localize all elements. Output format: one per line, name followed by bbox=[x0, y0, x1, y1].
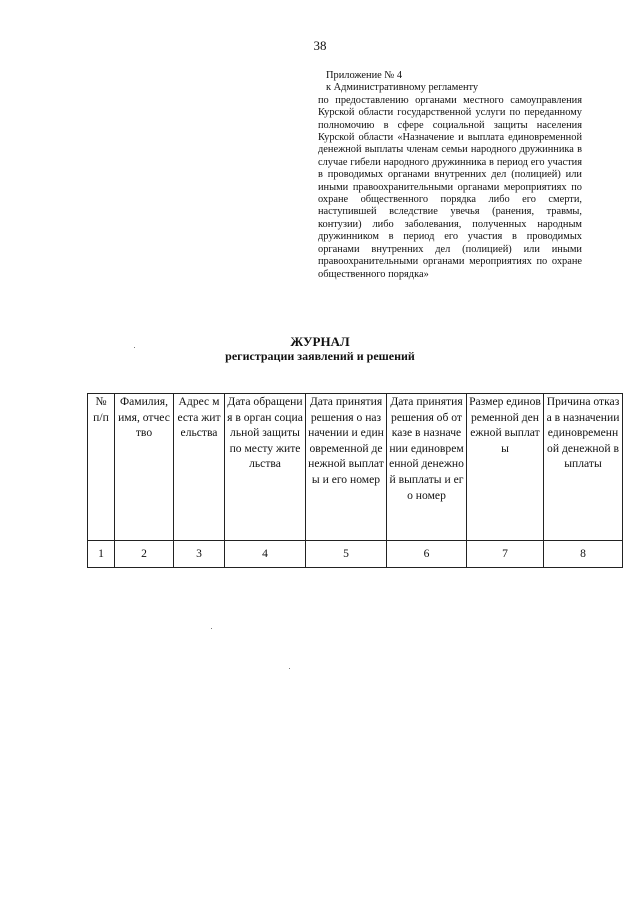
column-header-payment-amount: Размер единовременной денежной выплаты bbox=[467, 394, 544, 541]
scan-speck bbox=[211, 628, 212, 629]
scan-speck bbox=[289, 668, 290, 669]
table-cell: 3 bbox=[174, 541, 225, 568]
table-row bbox=[88, 541, 623, 568]
appendix-number: Приложение № 4 bbox=[326, 70, 403, 81]
appendix-reference: к Административному регламенту bbox=[326, 82, 479, 94]
column-header-application-date: Дата обращения в орган социальной защиты по месту жительства bbox=[225, 394, 306, 541]
table-cell: 1 bbox=[88, 541, 115, 568]
table-cell: 6 bbox=[387, 541, 467, 568]
column-header-refusal-reason: Причина отказа в назначении единовременной денежной выплаты bbox=[544, 394, 623, 541]
column-header-address: Адрес места жительства bbox=[174, 394, 225, 541]
appendix-regulation-title: по предоставлению органами местного самоуправления Курской области государственной услуги по переданному полномочию в сфере социальной защиты населения Курской области «Назначение и выплата единовременной денежной выплаты членам семьи народного дружинника в случае гибели народного дружинника в период его участия в проводимых органами внутренних дел (полицией) или иными правоохранительными органами мероприятиях по охране общественного порядка либо его смерти, наступившей вследствие увечья (ранения, травмы, контузии) либо заболевания, полученных народным дружинником в период его участия в проводимых органами внутренних дел (полицией) или иными правоохранительными органами мероприятиях по охране общественного порядка» bbox=[318, 94, 582, 280]
column-header-refusal-decision: Дата принятия решения об отказе в назначении единовременной денежной выплаты и его номер bbox=[387, 394, 467, 541]
appendix-block bbox=[318, 70, 582, 281]
column-header-grant-decision: Дата принятия решения о назначении и единовременной денежной выплаты и его номер bbox=[306, 394, 387, 541]
table-cell: 8 bbox=[544, 541, 623, 568]
scan-speck bbox=[134, 347, 135, 348]
table-header-row bbox=[88, 394, 623, 541]
column-header-full-name: Фамилия, имя, отчество bbox=[115, 394, 174, 541]
journal-subtitle: регистрации заявлений и решений bbox=[225, 349, 415, 363]
journal-table bbox=[87, 393, 623, 568]
table-cell: 5 bbox=[306, 541, 387, 568]
page-number: 38 bbox=[313, 38, 327, 53]
column-header-number: № п/п bbox=[88, 394, 115, 541]
table-cell: 2 bbox=[115, 541, 174, 568]
table-cell: 4 bbox=[225, 541, 306, 568]
journal-title: ЖУРНАЛ bbox=[290, 334, 350, 349]
table-cell: 7 bbox=[467, 541, 544, 568]
